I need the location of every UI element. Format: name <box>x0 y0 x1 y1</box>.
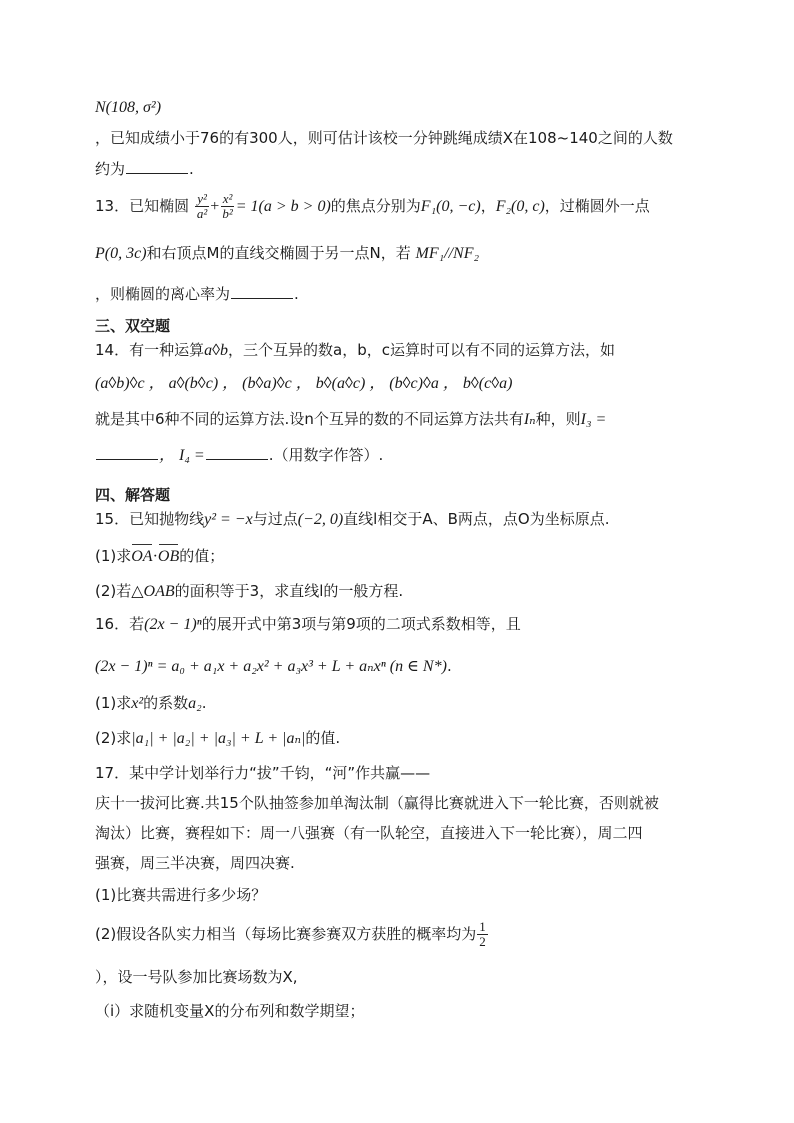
q14-text: 就是其中6种不同的运算方法.设n个互异的数的不同运算方法共有 <box>95 410 524 428</box>
q17-line3 <box>95 822 643 844</box>
q15-text: 的值； <box>179 547 225 565</box>
question-number: 17． <box>95 764 130 782</box>
section-title-solutions: 四、解答题 <box>95 486 171 504</box>
q17-text: 强赛，周三半决赛，周四决赛. <box>95 854 295 872</box>
q15-text: 直线l相交于A、B两点，点O为坐标原点. <box>343 510 610 528</box>
q15-line1 <box>95 508 609 531</box>
denominator: a² <box>196 206 208 221</box>
q12-prompt: 约为 <box>95 160 126 178</box>
vector-ob: OB <box>158 546 179 568</box>
parabola-equation: y² = −x <box>204 511 253 528</box>
vector-oa: OA <box>131 546 152 568</box>
period: . <box>446 657 452 675</box>
fraction-y2-a2 <box>195 192 209 221</box>
plus-sign: + <box>210 198 220 215</box>
answer-blank-i3[interactable] <box>96 445 158 460</box>
fraction-x2-b2 <box>220 192 234 221</box>
separator: ， <box>480 197 496 215</box>
q15-text: 与过点 <box>252 510 298 528</box>
fraction-one-half <box>477 920 488 949</box>
q13-line2 <box>95 242 479 265</box>
q13-line1 <box>95 192 650 221</box>
part-label: (1)求 <box>95 694 132 712</box>
normal-distribution-formula <box>95 96 161 119</box>
q12-answer-line <box>95 158 194 180</box>
dot-operator: · <box>152 548 158 565</box>
numerator: x² <box>222 191 233 206</box>
question-number: 14． <box>95 341 130 359</box>
q16-part2 <box>95 727 340 750</box>
q17-line4 <box>95 852 295 874</box>
answer-blank[interactable] <box>126 159 188 174</box>
q13-text: 和右顶点M的直线交椭圆于另一点N，若 <box>146 244 411 262</box>
q12-text-line <box>95 127 673 149</box>
operation-list: (a◊b)◊c ， a◊(b◊c) ， (b◊a)◊c ， b◊(a◊c) ， (b◊c)◊a ， b◊(c◊a) <box>95 375 513 392</box>
q17-text: 淘汰）比赛，赛程如下：周一八强赛（有一队轮空，直接进入下一轮比赛），周二四 <box>95 824 643 842</box>
absolute-sum: |a₁| + |a₂| + |a₃| + L + |aₙ| <box>131 730 306 747</box>
q13-text: ，过椭圆外一点 <box>544 197 650 215</box>
variable-i4: ， I₄ = <box>159 447 205 464</box>
q16-line2 <box>95 655 452 678</box>
variable-in: Iₙ <box>523 411 536 428</box>
q14-line4 <box>95 444 383 467</box>
term-x2: x² <box>131 695 144 712</box>
q17-text: 某中学计划举行力“拔”千钧，“河”作共赢—— <box>129 764 431 782</box>
answer-blank-i4[interactable] <box>206 445 268 460</box>
q12-sentence: ，已知成绩小于76的有300人，则可估计该校一分钟跳绳成绩X在108~140之间的人数 <box>95 129 673 147</box>
period: . <box>201 694 207 712</box>
period: . <box>189 160 194 178</box>
expansion-equation: (2x − 1)ⁿ = a₀ + a₁x + a₂x² + a₃x³ + L + aₙxⁿ (n ∈ N*) <box>95 658 447 675</box>
q17-part2-text: (2)假设各队实力相当（每场比赛参赛双方获胜的概率均为 <box>95 925 477 943</box>
answer-blank[interactable] <box>231 284 293 299</box>
part-label: (1)求 <box>95 547 132 565</box>
q14-line1 <box>95 339 615 362</box>
q13-line3 <box>95 283 299 305</box>
q17-part2 <box>95 920 489 949</box>
q16-text: 的值. <box>305 729 341 747</box>
q16-text: 若 <box>129 615 145 633</box>
question-number: 13． <box>95 197 130 215</box>
section-title-double-blank: 三、双空题 <box>95 317 171 335</box>
q14-text: 种，则 <box>535 410 581 428</box>
focus-f2: F₂(0, c) <box>495 198 545 215</box>
q15-part1 <box>95 545 224 568</box>
q16-line1 <box>95 613 521 636</box>
point-p: P(0, 3c) <box>95 245 147 262</box>
q14-text: 有一种运算 <box>129 341 205 359</box>
variable-i3: I₃ = <box>580 411 607 428</box>
numerator: 1 <box>479 919 486 934</box>
q17-text: 庆十一拔河比赛.共15个队抽签参加单淘汰制（赢得比赛就进入下一轮比赛，否则就被 <box>95 794 659 812</box>
q17-part2-cont <box>95 966 298 988</box>
q16-part1 <box>95 692 207 715</box>
numerator: y² <box>197 191 207 206</box>
q14-text: ，三个互异的数a，b，c运算时可以有不同的运算方法，如 <box>228 341 615 359</box>
question-number: 16． <box>95 615 130 633</box>
point: (−2, 0) <box>297 511 344 528</box>
part-label: (2)若 <box>95 582 132 600</box>
q14-note: .（用数字作答）. <box>268 446 384 464</box>
q13-text: 的焦点分别为 <box>330 197 421 215</box>
normal-formula: N(108, σ²) <box>95 99 162 116</box>
q16-text: 的展开式中第3项与第9项的二项式系数相等，且 <box>201 615 521 633</box>
focus-f1: F₁(0, −c) <box>420 198 481 215</box>
ellipse-condition: = 1(a > b > 0) <box>235 198 331 215</box>
q17-line2 <box>95 792 659 814</box>
coefficient-a2: a₂ <box>188 695 202 712</box>
q17-line1 <box>95 762 430 784</box>
q15-part2 <box>95 580 403 603</box>
part-label: (2)求 <box>95 729 132 747</box>
q14-line3 <box>95 408 606 431</box>
q13-prompt: ，则椭圆的离心率为 <box>95 285 231 303</box>
question-number: 15． <box>95 510 130 528</box>
operation-symbol: a◊b <box>204 342 229 359</box>
q16-text: 的系数 <box>143 694 189 712</box>
q17-part2-i <box>95 1000 364 1022</box>
q17-part1 <box>95 884 266 906</box>
q13-text: 已知椭圆 <box>129 197 190 215</box>
q17-part1-text: (1)比赛共需进行多少场？ <box>95 886 267 904</box>
triangle-oab: △OAB <box>131 583 175 600</box>
parallel-condition: MF₁//NF₂ <box>415 245 480 262</box>
binomial-expression: (2x − 1)ⁿ <box>144 616 202 633</box>
q17-text: ），设一号队参加比赛场数为X, <box>95 968 298 986</box>
denominator: 2 <box>479 934 486 949</box>
period: . <box>294 285 299 303</box>
q14-line2 <box>95 372 512 395</box>
q15-text: 已知抛物线 <box>129 510 205 528</box>
q17-subpart-i: （i）求随机变量X的分布列和数学期望； <box>95 1002 365 1020</box>
q15-text: 的面积等于3，求直线l的一般方程. <box>174 582 404 600</box>
denominator: b² <box>222 206 233 221</box>
